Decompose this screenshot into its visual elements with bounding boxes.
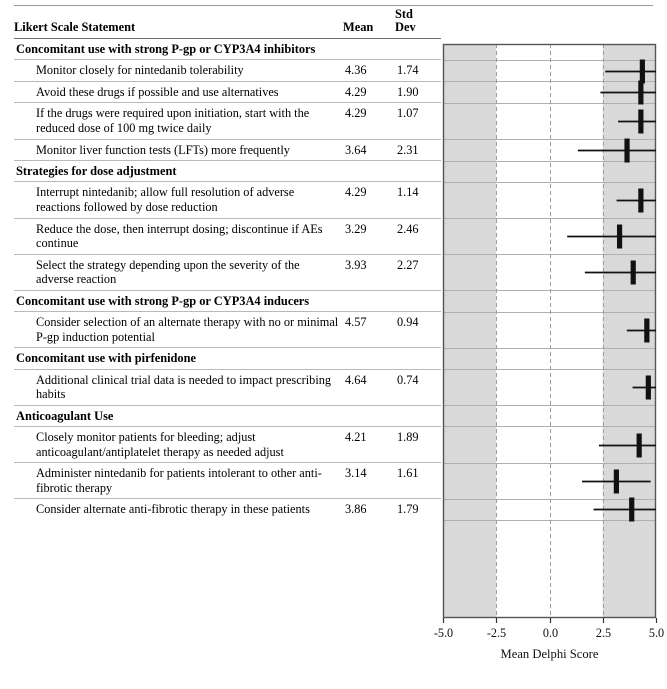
forest-marker-1	[600, 81, 656, 105]
likert-table	[14, 8, 441, 520]
mean-marker	[637, 434, 642, 458]
forest-marker-6	[585, 261, 656, 285]
forest-marker-5	[567, 225, 656, 249]
mean-cell: 3.86	[345, 502, 367, 517]
std-dev-cell: 1.74	[393, 60, 441, 82]
forest-marker-0	[605, 60, 656, 84]
forest-marker-10	[582, 470, 651, 494]
mean-cell: 4.29	[341, 81, 393, 103]
std-dev-cell: 1.07	[393, 103, 441, 139]
mean-cell: 4.29	[341, 182, 393, 218]
statement-cell: Select the strategy depending upon the severity of the adverse reaction	[14, 254, 341, 290]
table-row	[14, 60, 441, 82]
column-header-std-dev-line2: Dev	[395, 20, 416, 34]
mean-marker	[640, 60, 645, 84]
mean-cell: 4.21	[341, 426, 393, 462]
mean-cell: 3.93	[341, 254, 393, 290]
table-row	[14, 426, 441, 462]
statement-cell: Monitor closely for nintedanib tolerability	[14, 60, 341, 82]
forest-marker-4	[617, 189, 656, 213]
mean-marker	[638, 110, 643, 134]
xtick-label-1: -2.5	[486, 626, 507, 640]
mean-cell: 4.64	[341, 369, 393, 405]
table-row	[14, 81, 441, 103]
statement-cell: Interrupt nintedanib; allow full resolution of adverse reactions followed by dose reduction	[14, 182, 341, 218]
xtick-label-4: 5.0	[648, 626, 665, 640]
std-dev-cell: 2.46	[393, 218, 441, 254]
table-row	[14, 369, 441, 405]
shaded-band-1	[603, 44, 656, 618]
forest-marker-8	[633, 376, 656, 400]
mean-marker	[614, 470, 619, 494]
statement-cell: If the drugs were required upon initiation, start with the reduced dose of 100 mg twice daily	[14, 103, 341, 139]
xtick-label-2: 0.0	[542, 626, 559, 640]
forest-marker-7	[627, 319, 656, 343]
table-section-row	[14, 161, 441, 182]
forest-marker-9	[599, 434, 656, 458]
plot-frame	[444, 45, 656, 618]
section-label: Concomitant use with strong P-gp or CYP3A4 inhibitors	[14, 39, 441, 60]
std-dev-cell: 2.27	[393, 254, 441, 290]
column-header-mean: Mean	[341, 8, 393, 39]
std-dev-cell: 1.90	[393, 81, 441, 103]
std-dev-cell: 0.74	[393, 369, 441, 405]
table-header-row	[14, 8, 441, 39]
std-dev-cell: 2.31	[393, 139, 441, 161]
mean-cell: 3.14	[341, 463, 393, 499]
table-row	[14, 254, 441, 290]
table-row	[14, 182, 441, 218]
mean-cell: 4.57	[341, 312, 393, 348]
statement-cell: Administer nintedanib for patients intolerant to other anti-fibrotic therapy	[14, 463, 341, 499]
statement-cell: Additional clinical trial data is needed to impact prescribing habits	[14, 369, 341, 405]
column-header-statement: Likert Scale Statement	[14, 8, 341, 39]
table-row	[14, 463, 441, 499]
statement-cell: Closely monitor patients for bleeding; adjust anticoagulant/antiplatelet therapy as needed adjust	[14, 426, 341, 462]
section-label: Concomitant use with pirfenidone	[14, 348, 441, 369]
mean-cell: 3.29	[341, 218, 393, 254]
table-body	[14, 39, 441, 520]
table-row	[14, 218, 441, 254]
mean-marker	[638, 81, 643, 105]
forest-marker-11	[594, 498, 656, 522]
mean-cell: 4.36	[341, 60, 393, 82]
std-dev-cell: 1.61	[393, 463, 441, 499]
mean-cell: 3.64	[341, 139, 393, 161]
mean-marker	[644, 319, 649, 343]
likert-table-container	[14, 8, 441, 520]
std-dev-cell: 1.79	[397, 502, 419, 517]
std-dev-cell: 1.14	[393, 182, 441, 218]
section-label: Concomitant use with strong P-gp or CYP3A4 inducers	[14, 290, 441, 311]
table-row	[14, 103, 441, 139]
top-rule	[14, 5, 653, 6]
section-label: Strategies for dose adjustment	[14, 161, 441, 182]
table-row	[14, 499, 441, 520]
table-row	[14, 312, 441, 348]
statement-cell: Consider selection of an alternate therapy with no or minimal P-gp induction potential	[14, 312, 341, 348]
table-section-row	[14, 405, 441, 426]
column-header-std-dev	[393, 8, 441, 39]
forest-marker-2	[618, 110, 656, 134]
mean-marker	[631, 261, 636, 285]
section-label: Anticoagulant Use	[14, 405, 441, 426]
table-section-row	[14, 39, 441, 60]
shaded-band-0	[443, 44, 496, 618]
mean-marker	[638, 189, 643, 213]
mean-cell: 4.29	[341, 103, 393, 139]
xtick-label-3: 2.5	[595, 626, 612, 640]
plot-background	[443, 44, 656, 618]
std-dev-cell: 1.89	[393, 426, 441, 462]
forest-marker-3	[578, 139, 656, 163]
statement-cell: Reduce the dose, then interrupt dosing; discontinue if AEs continue	[14, 218, 341, 254]
statement-cell: Consider alternate anti-fibrotic therapy in these patients	[36, 502, 310, 517]
statement-cell: Monitor liver function tests (LFTs) more frequently	[14, 139, 341, 161]
statement-cell: Avoid these drugs if possible and use alternatives	[14, 81, 341, 103]
mean-marker	[646, 376, 651, 400]
mean-marker	[617, 225, 622, 249]
column-header-std-dev-line1: Std	[395, 7, 413, 21]
mean-marker	[624, 139, 629, 163]
mean-marker	[629, 498, 634, 522]
table-section-row	[14, 348, 441, 369]
table-row	[14, 139, 441, 161]
std-dev-cell: 0.94	[393, 312, 441, 348]
xtick-label-0: -5.0	[433, 626, 454, 640]
x-axis-label: Mean Delphi Score	[500, 647, 599, 661]
table-section-row	[14, 290, 441, 311]
